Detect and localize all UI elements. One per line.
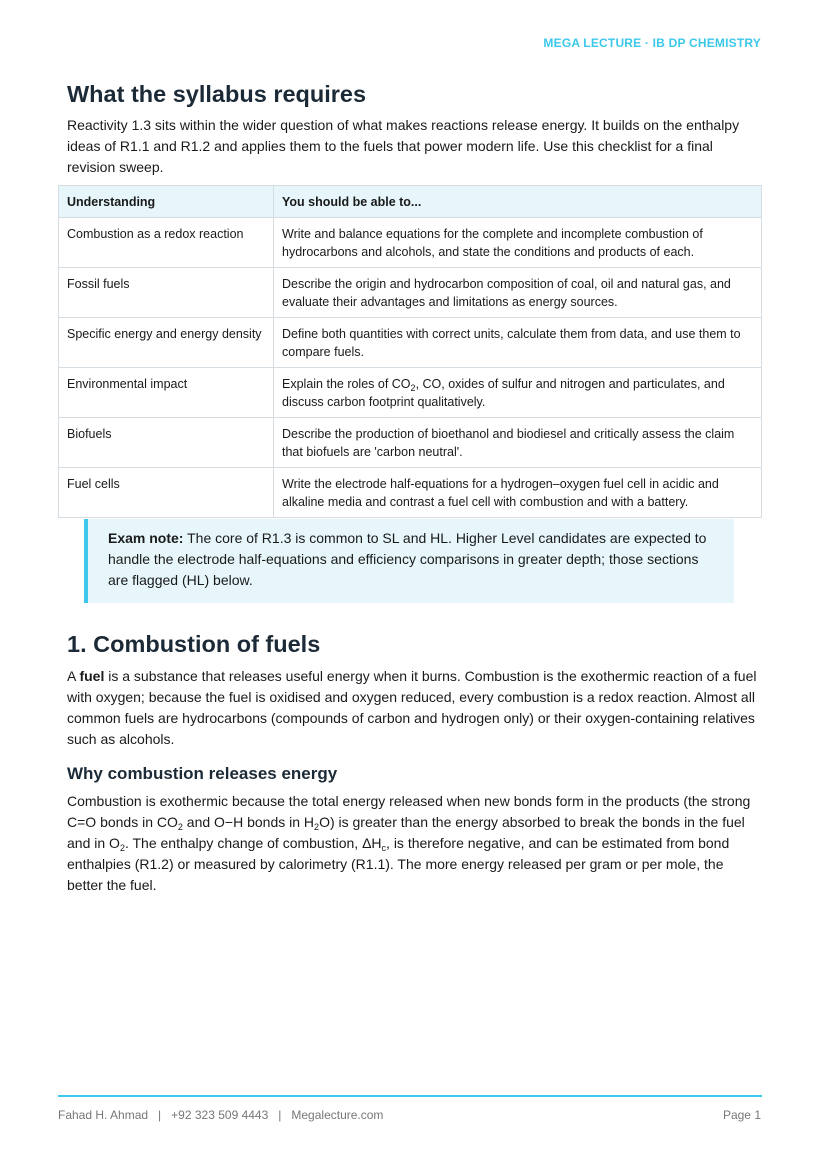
subscript: c — [381, 843, 387, 853]
energy-explanation-paragraph — [67, 791, 757, 896]
table-header-ability: You should be able to... — [274, 186, 762, 218]
table-cell-ability: Define both quantities with correct units, calculate them from data, and use them to compare fuels. — [274, 318, 762, 368]
table-row — [59, 268, 762, 318]
syllabus-section — [67, 78, 757, 178]
table-cell-understanding: Combustion as a redox reaction — [59, 218, 274, 268]
table-row — [59, 318, 762, 368]
subscript: 2 — [314, 822, 320, 832]
paragraph-text: A — [67, 668, 80, 684]
syllabus-intro: Reactivity 1.3 sits within the wider question of what makes reactions release energy. It builds on the enthalpy ideas of R1.1 and R1.2 and applies them to the fuels that power modern life. Use this checklist for a final revision sweep. — [67, 117, 740, 175]
paragraph-text: . The enthalpy change of combustion, ΔH — [124, 835, 382, 851]
table-cell-understanding: Fuel cells — [59, 468, 274, 518]
section-title: 1. Combustion of fuels — [67, 631, 321, 657]
table-row — [59, 468, 762, 518]
table-cell-ability: Write the electrode half-equations for a hydrogen–oxygen fuel cell in acidic and alkaline media and contrast a fuel cell with combustion and with a battery. — [274, 468, 762, 518]
ability-text: Explain the roles of CO — [282, 377, 411, 391]
table-cell-ability: Describe the production of bioethanol and biodiesel and critically assess the claim that biofuels are 'carbon neutral'. — [274, 418, 762, 468]
table-row — [59, 418, 762, 468]
table-cell-understanding: Fossil fuels — [59, 268, 274, 318]
exam-note-callout — [84, 519, 734, 603]
subsection-heading: Why combustion releases energy — [67, 764, 338, 783]
subscript: 2 — [119, 843, 125, 853]
paragraph-text: , is therefore negative, and can be estimated from bond enthalpies (R1.2) or measured by calorimetry (R1.1). The more energy released per gram or per mole, the better the fuel. — [67, 835, 730, 893]
paragraph-text: Combustion is exothermic because the total energy released when new bonds form in the products (the strong C=O bonds in CO — [67, 793, 751, 830]
subscript: 2 — [177, 822, 183, 832]
table-header-understanding: Understanding — [59, 186, 274, 218]
syllabus-checklist-table — [58, 185, 762, 518]
table-cell-ability: Write and balance equations for the complete and incomplete combustion of hydrocarbons and alcohols, and state the conditions and products of each. — [274, 218, 762, 268]
combustion-section — [67, 628, 757, 896]
table-header-row — [59, 186, 762, 218]
ability-text: , CO, oxides of sulfur and nitrogen and particulates, and discuss carbon footprint qualitatively. — [282, 377, 725, 409]
table-cell-understanding: Biofuels — [59, 418, 274, 468]
table-cell-understanding: Environmental impact — [59, 368, 274, 418]
paragraph-text: O) is greater than the energy absorbed to break the bonds in the fuel and in O — [67, 814, 745, 851]
fuel-term: fuel — [79, 668, 105, 684]
paragraph-text: is a substance that releases useful energy when it burns. Combustion is the exothermic reaction of a fuel with oxygen; because the fuel is oxidised and oxygen reduced, every combustion is a redox reaction. Almost all common fuels are hydrocarbons (compounds of carbon and hydrogen only) or their oxygen-containing relatives such as alcohols. — [67, 668, 757, 747]
table-cell-ability — [274, 368, 762, 418]
table-cell-ability: Describe the origin and hydrocarbon composition of coal, oil and natural gas, and evaluate their advantages and limitations as energy sources. — [274, 268, 762, 318]
footer-divider — [58, 1095, 762, 1097]
exam-note-text: The core of R1.3 is common to SL and HL. Higher Level candidates are expected to handle the electrode half-equations and efficiency comparisons in greater depth; those sections are flagged (HL) below. — [108, 530, 707, 588]
syllabus-title: What the syllabus requires — [67, 81, 367, 107]
fuel-definition-paragraph — [67, 666, 757, 750]
table-cell-understanding: Specific energy and energy density — [59, 318, 274, 368]
table-row — [59, 368, 762, 418]
header-brand: MEGA LECTURE · IB DP CHEMISTRY — [543, 36, 761, 50]
table-row — [59, 218, 762, 268]
exam-note-label: Exam note: — [108, 530, 184, 546]
page-number: Page 1 — [722, 1108, 761, 1122]
subscript: 2 — [410, 383, 416, 393]
paragraph-text: and O−H bonds in H — [182, 814, 315, 830]
footer-contact: Fahad H. Ahmad | +92 323 509 4443 | Megalecture.com — [58, 1108, 384, 1122]
